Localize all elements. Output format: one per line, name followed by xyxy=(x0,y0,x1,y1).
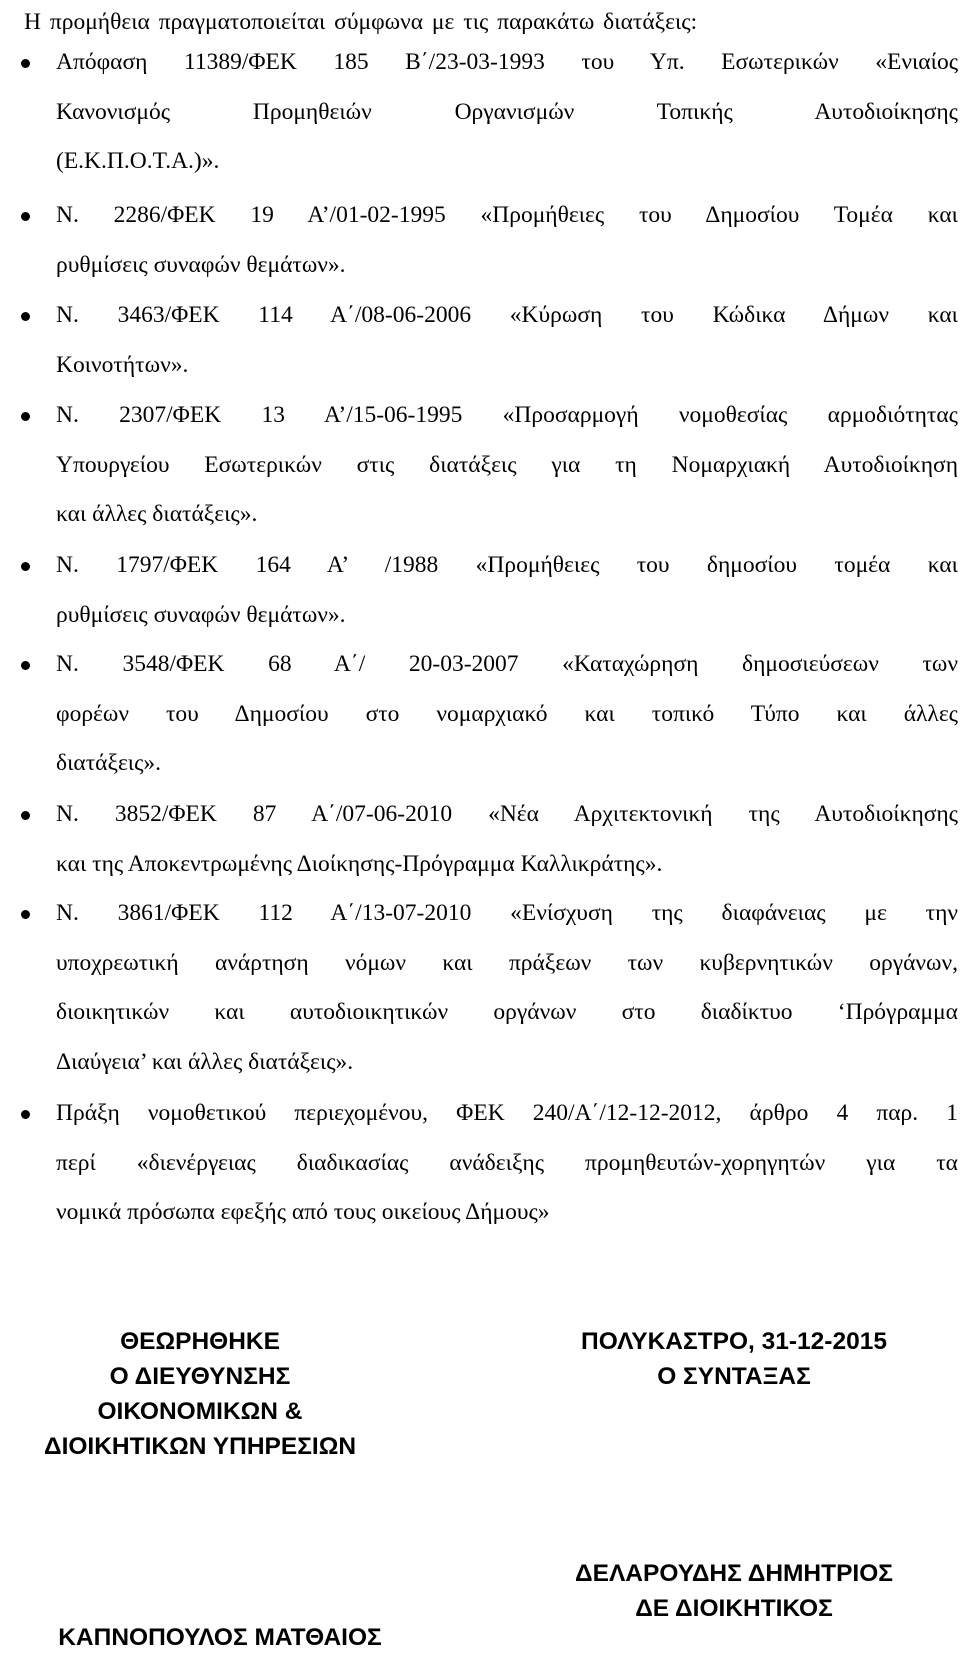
bullet-icon xyxy=(21,59,30,68)
list-item xyxy=(56,191,958,290)
item-line: Ν. 3852/ΦΕΚ 87 Α΄/07-06-2010 «Νέα Αρχιτεκτονική της Αυτοδιοίκησης xyxy=(56,801,958,827)
list-item xyxy=(56,541,958,640)
author-name-block xyxy=(524,1556,944,1626)
item-line: διοικητικών και αυτοδιοικητικών οργάνων στο διαδίκτυο ‘Πρόγραμμα xyxy=(56,999,958,1026)
bullet-icon xyxy=(21,661,30,670)
item-line: Ν. 3548/ΦΕΚ 68 Α΄/ 20-03-2007 «Καταχώρηση δημοσιεύσεων των xyxy=(56,651,958,677)
list-item xyxy=(56,1089,958,1238)
item-line: Ν. 2286/ΦΕΚ 19 Α’/01-02-1995 «Προμήθειες του Δημοσίου Τομέα και xyxy=(56,202,958,228)
list-item xyxy=(56,391,958,540)
item-line: (Ε.Κ.Π.Ο.Τ.Α.)». xyxy=(56,148,220,175)
bullet-icon xyxy=(21,811,30,820)
author-name: ΔΕΛΑΡΟΥΔΗΣ ΔΗΜΗΤΡΙΟΣ xyxy=(575,1560,893,1587)
bullet-icon xyxy=(21,910,30,919)
item-line: Απόφαση 11389/ΦΕΚ 185 Β΄/23-03-1993 του Υπ. Εσωτερικών «Ενιαίος xyxy=(56,49,958,75)
list-item xyxy=(56,790,958,889)
item-line: Ν. 2307/ΦΕΚ 13 Α’/15-06-1995 «Προσαρμογή νομοθεσίας αρμοδιότητας xyxy=(56,402,958,428)
author-title: Ο ΣΥΝΤΑΞΑΣ xyxy=(657,1363,811,1390)
item-line: Ν. 3861/ΦΕΚ 112 Α΄/13-07-2010 «Ενίσχυση της διαφάνειας με την xyxy=(56,900,958,926)
reviewer-name: ΚΑΠΝΟΠΟΥΛΟΣ ΜΑΤΘΑΙΟΣ xyxy=(58,1624,382,1651)
item-line: Κοινοτήτων». xyxy=(56,351,189,378)
bullet-icon xyxy=(21,562,30,571)
reviewer-role: Ο ΔΙΕΥΘΥΝΣΗΣ xyxy=(109,1363,291,1390)
list-item xyxy=(56,38,958,187)
item-line: νομικά πρόσωπα εφεξής από τους οικείους Δήμους» xyxy=(56,1199,550,1226)
reviewed-by-block xyxy=(0,1324,400,1464)
bullet-icon xyxy=(21,412,30,421)
item-line: Διαύγεια’ και άλλες διατάξεις». xyxy=(56,1048,354,1075)
reviewed-label: ΘΕΩΡΗΘΗΚΕ xyxy=(120,1328,280,1355)
item-line: ρυθμίσεις συναφών θεμάτων». xyxy=(56,251,346,278)
item-line: διατάξεις». xyxy=(56,750,162,777)
author-position: ΔΕ ΔΙΟΙΚΗΤΙΚΟΣ xyxy=(635,1595,833,1622)
item-line: Ν. 1797/ΦΕΚ 164 Α’ /1988 «Προμήθειες του δημοσίου τομέα και xyxy=(56,552,958,578)
place-date: ΠΟΛΥΚΑΣΤΡΟ, 31-12-2015 xyxy=(581,1328,887,1355)
item-line: Πράξη νομοθετικού περιεχομένου, ΦΕΚ 240/Α΄/12-12-2012, άρθρο 4 παρ. 1 xyxy=(56,1100,958,1126)
item-line: περί «διενέργειας διαδικασίας ανάδειξης προμηθευτών-χορηγητών για τα xyxy=(56,1149,958,1176)
list-item xyxy=(56,640,958,789)
list-item xyxy=(56,889,958,1087)
item-line: και της Αποκεντρωμένης Διοίκησης-Πρόγραμμα Καλλικράτης». xyxy=(56,850,663,877)
item-line: και άλλες διατάξεις». xyxy=(56,501,258,528)
intro-paragraph: Η προμήθεια πραγματοποιείται σύμφωνα με τις παρακάτω διατάξεις: xyxy=(24,9,698,35)
item-line: Υπουργείου Εσωτερικών στις διατάξεις για τη Νομαρχιακή Αυτοδιοίκηση xyxy=(56,451,958,478)
item-line: υποχρεωτική ανάρτηση νόμων και πράξεων των κυβερνητικών οργάνων, xyxy=(56,949,958,976)
item-line: Ν. 3463/ΦΕΚ 114 Α΄/08-06-2006 «Κύρωση του Κώδικα Δήμων και xyxy=(56,302,958,328)
bullet-icon xyxy=(21,1110,30,1119)
reviewer-department: ΔΙΟΙΚΗΤΙΚΩΝ ΥΠΗΡΕΣΙΩΝ xyxy=(43,1433,357,1460)
bullet-icon xyxy=(21,312,30,321)
list-item xyxy=(56,291,958,390)
item-line: Κανονισμός Προμηθειών Οργανισμών Τοπικής Αυτοδιοίκησης xyxy=(56,98,958,125)
bullet-icon xyxy=(21,212,30,221)
reviewer-department: ΟΙΚΟΝΟΜΙΚΩΝ & xyxy=(97,1398,303,1425)
item-line: ρυθμίσεις συναφών θεμάτων». xyxy=(56,601,346,628)
author-block xyxy=(534,1324,934,1394)
item-line: φορέων του Δημοσίου στο νομαρχιακό και τοπικό Τύπο και άλλες xyxy=(56,700,958,727)
